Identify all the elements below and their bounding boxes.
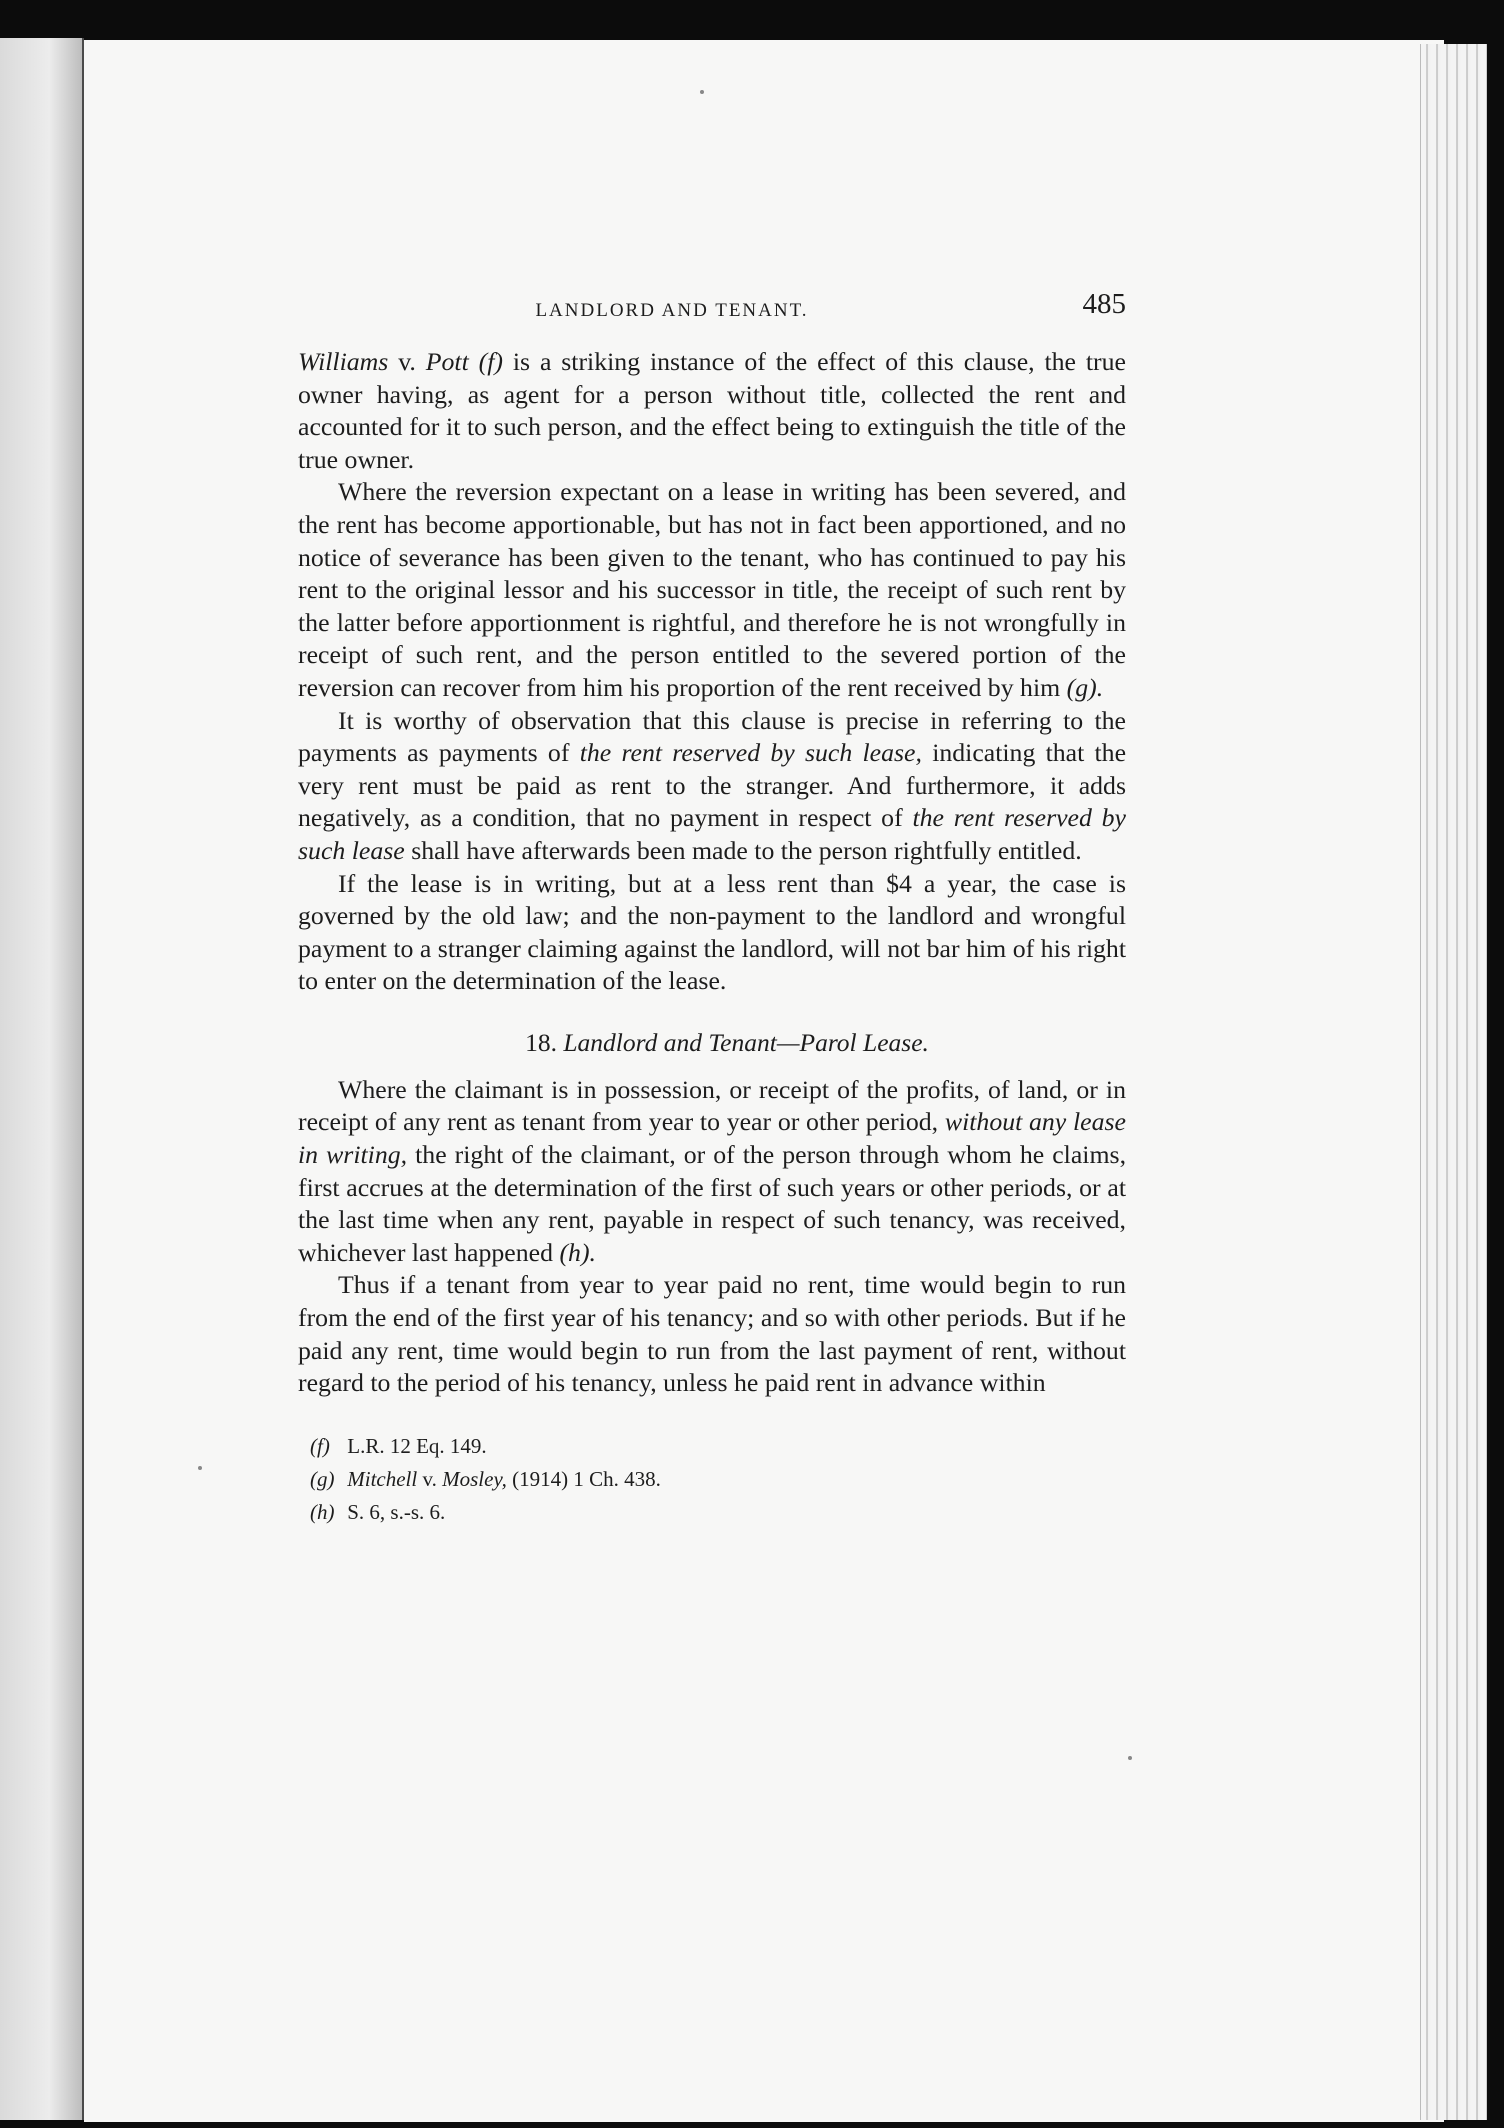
- speck: [700, 90, 704, 94]
- paragraph-williams-v-pott: Williams v. Pott (f) is a striking instance of the effect of this clause, the true owner having, as agent for a person without title, collected the rent and accounted for it to such person, and the effect being to extinguish the title of the true owner.: [298, 347, 1126, 474]
- running-title: LANDLORD AND TENANT.: [535, 300, 809, 321]
- footnote-ref: (h).: [559, 1237, 596, 1267]
- footnote-h: (h) S. 6, s.-s. 6.: [310, 1499, 446, 1524]
- section-title: Landlord and Tenant—Parol Lease.: [563, 1027, 929, 1057]
- speck: [198, 1466, 202, 1470]
- section-heading: [298, 1028, 1126, 1058]
- footnotes: [310, 1430, 1126, 1529]
- footnote-f: (f) L.R. 12 Eq. 149.: [310, 1433, 487, 1458]
- footnote-ref: (g).: [1066, 672, 1104, 702]
- facing-page-edge: [0, 38, 84, 2120]
- paragraph-year-to-year: Thus if a tenant from year to year paid no rent, time would begin to run from the end of the first year of his tenancy; and so with other periods. But if he paid any rent, time would begin to run from the last payment of rent, without regard to the period of his tenancy, unless he paid rent in advance within: [298, 1270, 1126, 1398]
- section-number: 18.: [525, 1027, 557, 1057]
- footnote-g: (g) Mitchell v. Mosley, (1914) 1 Ch. 438.: [310, 1466, 661, 1491]
- paragraph-claimant-possession: Where the claimant is in possession, or receipt of the profits, of land, or in receipt of any rent as tenant from year to year or other period, without any lease in writing, the right of the claimant, or of the person through whom he claims, first accrues at the determination of the first of such years or other periods, or at the last time when any rent, payable in respect of such tenancy, was received, whichever last happened (h).: [298, 1074, 1127, 1267]
- case-name: Williams: [298, 347, 389, 376]
- paragraph-observation: It is worthy of observation that this clause is precise in referring to the payments as payments of the rent reserved by such lease, indicating that the very rent must be paid as rent to the stranger. And furthermore, it adds negatively, as a condition, that no payment in respect of the rent reserved by such lease shall have afterwards been made to the person rightfully entitled.: [298, 705, 1127, 865]
- running-header: [298, 288, 1126, 328]
- paragraph-severed-reversion: Where the reversion expectant on a lease in writing has been severed, and the rent has become apportionable, but has not in fact been apportioned, and no notice of severance has been given to the tenant, who has continued to pay his rent to the original lessor and his successor in title, the receipt of such rent by the latter before apportionment is rightful, and therefore he is not wrongfully in receipt of such rent, and the person entitled to the severed portion of the reversion can recover from him his proportion of the rent received by him (g).: [298, 477, 1126, 702]
- paragraph-lease-in-writing: If the lease is in writing, but at a less rent than $4 a year, the case is governed by the old law; and the non-payment to the landlord and wrongful payment to a stranger claiming against the landlord, will not bar him of his right to enter on the determination of the lease.: [298, 868, 1126, 996]
- footnote-ref: (f): [478, 347, 503, 376]
- page-stack-edges: [1420, 44, 1487, 2120]
- page-number: 485: [1082, 288, 1126, 320]
- page-content: [298, 288, 1126, 1529]
- speck: [1128, 1756, 1132, 1760]
- case-name: Pott: [425, 347, 469, 376]
